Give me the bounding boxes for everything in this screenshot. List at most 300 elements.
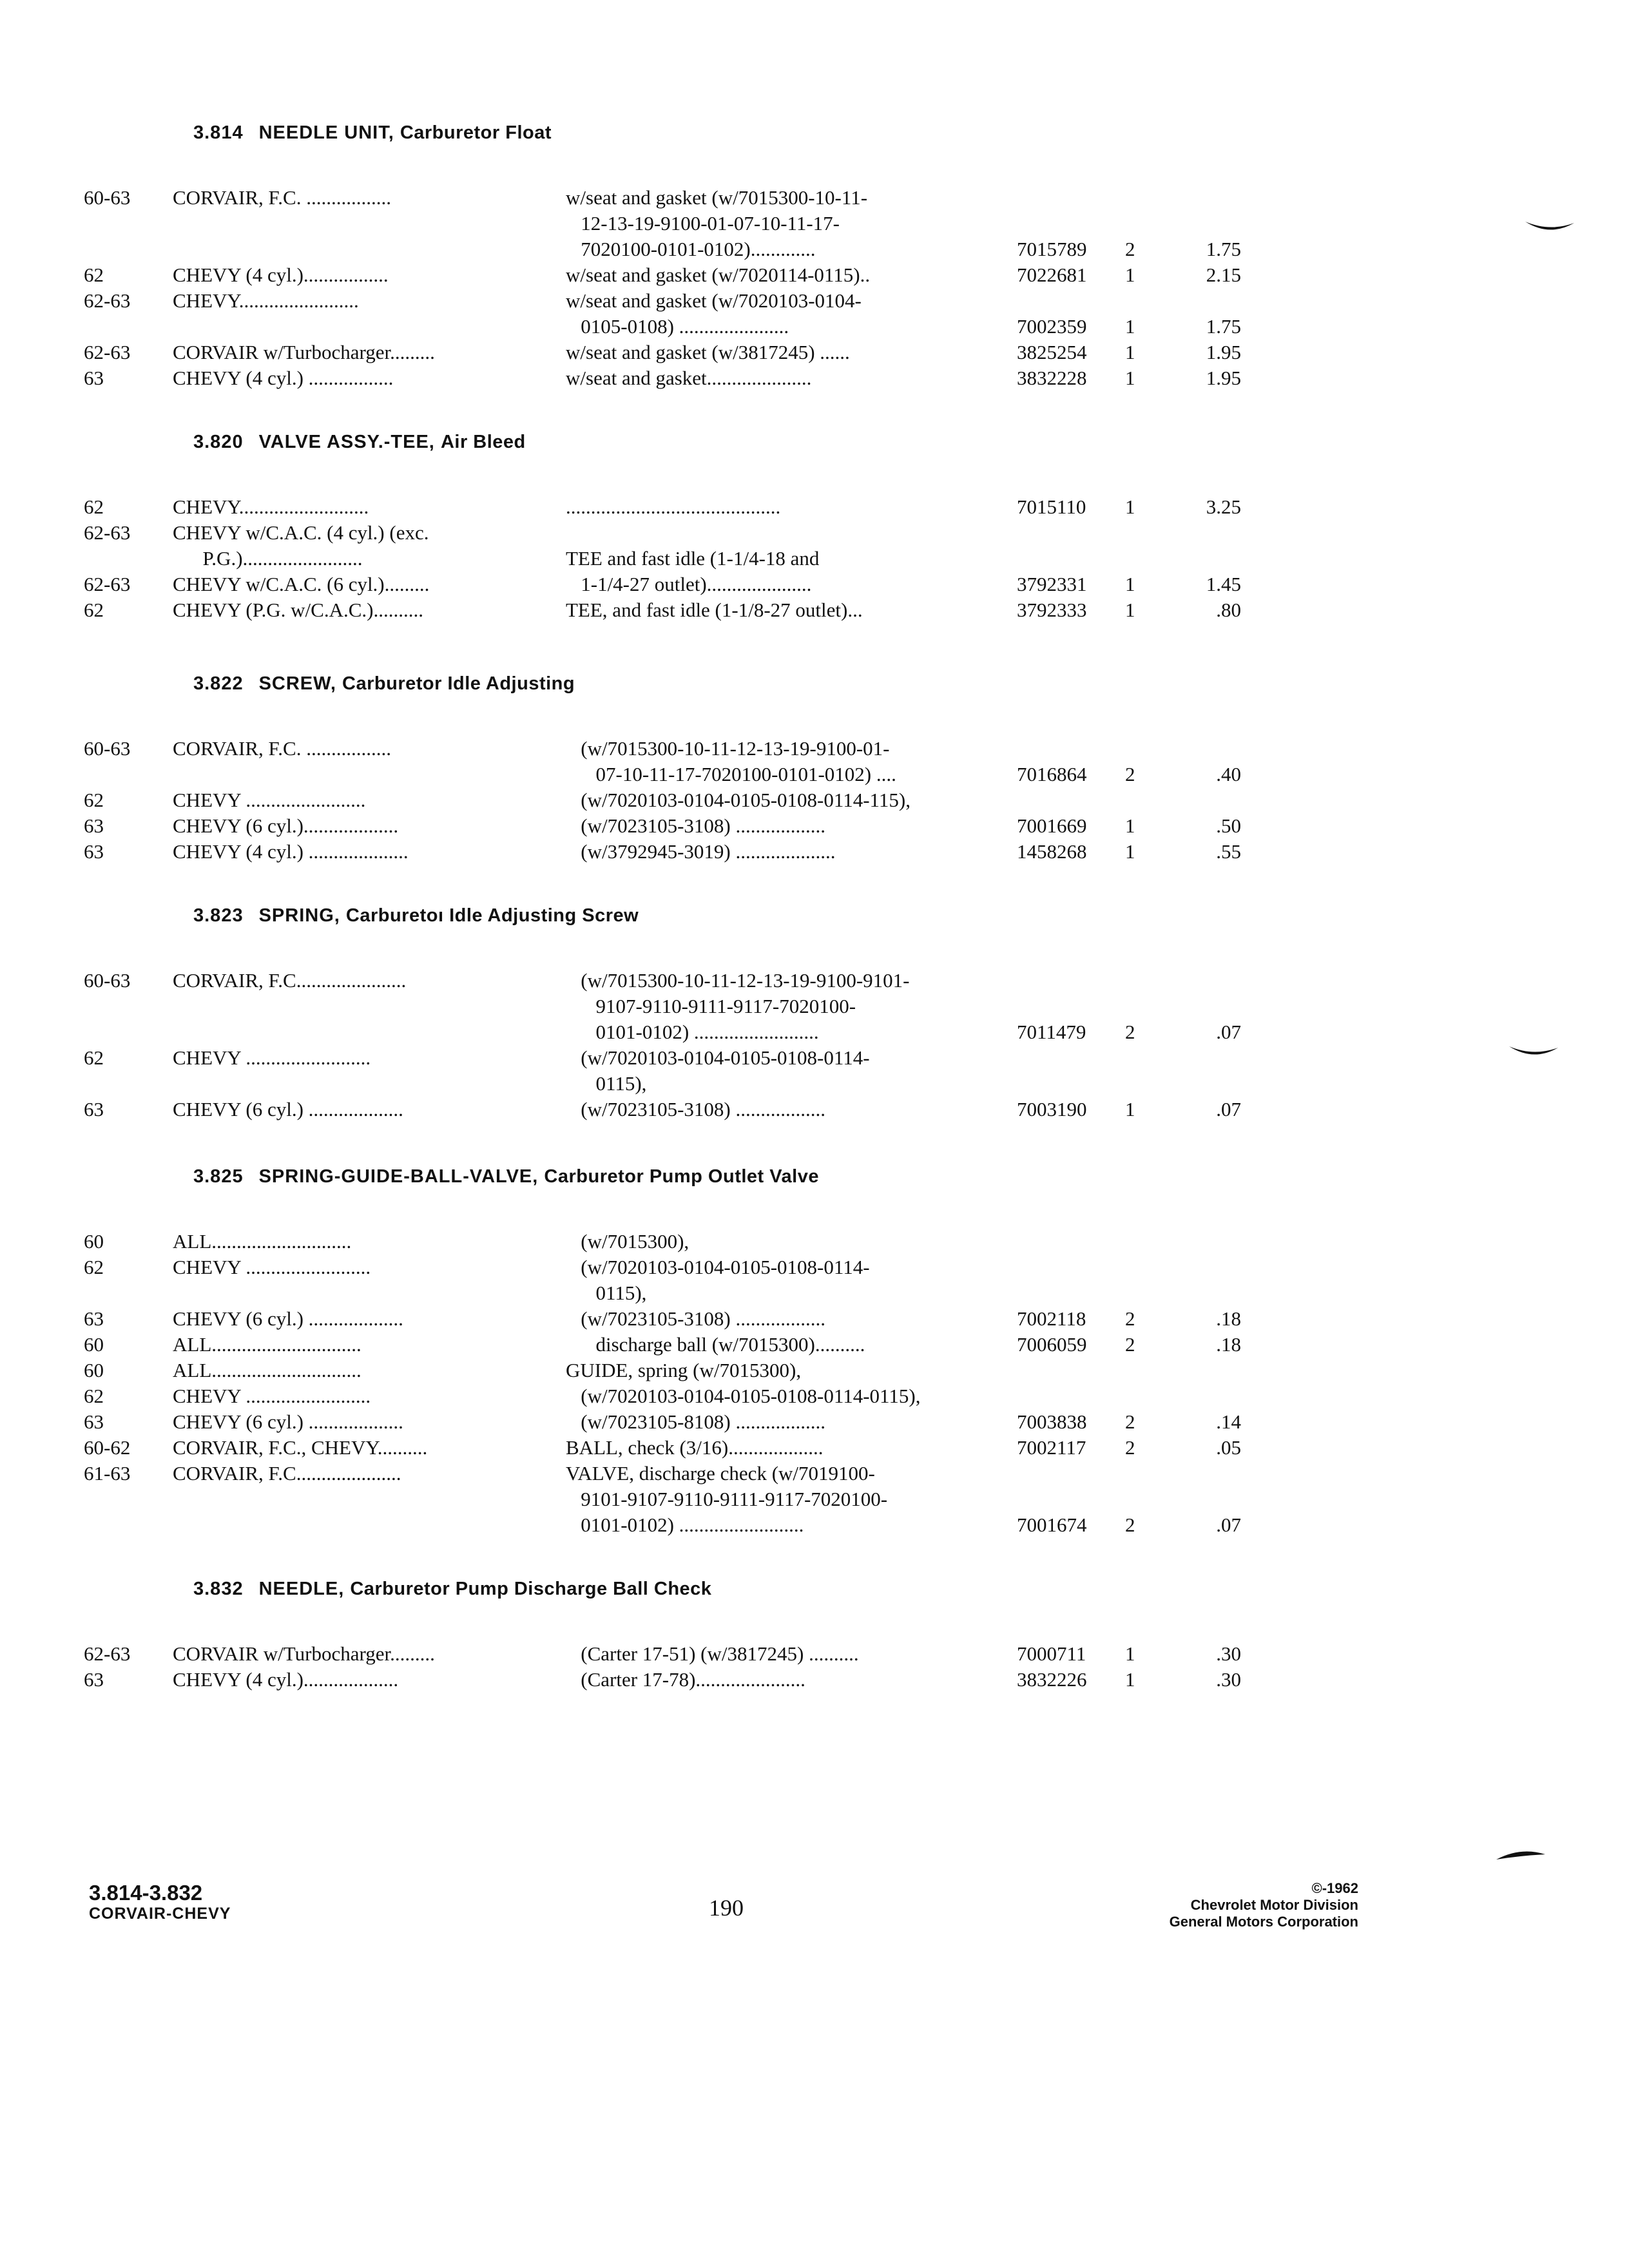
binder-mark-top [1524, 219, 1576, 238]
model-cell: CHEVY (6 cyl.)................... [173, 814, 399, 837]
description-cell: w/seat and gasket (w/7015300-10-11- [566, 186, 868, 209]
description-cell: TEE and fast idle (1-1/4-18 and [566, 547, 820, 570]
year-cell: 60-63 [84, 186, 131, 209]
description-cell: (Carter 17-78)...................... [566, 1668, 805, 1691]
description-cell: 7020100-0101-0102)............. [566, 238, 816, 260]
description-cell: TEE, and fast idle (1-1/8-27 outlet)... [566, 599, 863, 621]
part-number-cell: 7000711 [1017, 1642, 1086, 1665]
part-number-cell: 3832226 [1017, 1668, 1087, 1691]
catalog-section [84, 122, 1308, 391]
part-number-cell: 3825254 [1017, 341, 1087, 363]
table-row [84, 1071, 1308, 1097]
price-cell: .18 [1216, 1333, 1241, 1356]
description-cell: (w/3792945-3019) .................... [566, 840, 836, 863]
part-number-cell: 1458268 [1017, 840, 1087, 863]
part-number-cell: 7015789 [1017, 238, 1087, 260]
year-cell: 62-63 [84, 289, 131, 312]
price-cell [1170, 1486, 1241, 1512]
section-heading: NEEDLE UNIT, [258, 122, 394, 143]
year-cell: 60 [84, 1230, 104, 1253]
section-number: 3.814 [193, 122, 244, 143]
table-row [84, 262, 1308, 288]
description-cell: 0105-0108) ...................... [566, 315, 789, 338]
year-cell: 63 [84, 840, 104, 863]
description-cell: 1-1/4-27 outlet)..................... [566, 573, 812, 595]
table-row [84, 1641, 1308, 1667]
page-number: 190 [709, 1895, 744, 1921]
quantity-cell [1125, 1461, 1170, 1486]
year-cell: 62-63 [84, 573, 131, 595]
section-number: 3.832 [193, 1579, 244, 1599]
description-cell: (w/7020103-0104-0105-0108-0114- [566, 1256, 870, 1278]
part-number-cell [1017, 994, 1125, 1019]
corporation-name: General Motors Corporation [1169, 1914, 1358, 1930]
section-number: 3.825 [193, 1166, 244, 1187]
catalog-section [84, 905, 1308, 1122]
description-cell: 07-10-11-17-7020100-0101-0102) .... [566, 763, 896, 785]
section-subtitle: Carburetor Pump Discharge Ball Check [350, 1579, 712, 1599]
quantity-cell: 1 [1125, 495, 1135, 518]
price-cell: 1.75 [1206, 315, 1241, 338]
catalog-section [84, 1166, 1308, 1538]
parts-table [84, 185, 1308, 391]
quantity-cell: 1 [1125, 341, 1135, 363]
part-number-cell: 7002359 [1017, 315, 1087, 338]
model-cell: ALL.............................. [173, 1359, 361, 1381]
binder-mark-bottom [1495, 1849, 1547, 1869]
parts-table [84, 1641, 1308, 1693]
catalog-section [84, 673, 1308, 865]
quantity-cell [1125, 288, 1170, 314]
year-cell: 62 [84, 264, 104, 286]
year-cell [84, 314, 173, 340]
model-cell: CHEVY (P.G. w/C.A.C.).......... [173, 599, 423, 621]
table-row [84, 1667, 1308, 1693]
year-cell: 60-63 [84, 737, 131, 760]
model-cell: CHEVY (4 cyl.)................... [173, 1668, 399, 1691]
year-cell: 62 [84, 1256, 104, 1278]
price-cell [1170, 1045, 1241, 1071]
table-row [84, 1045, 1308, 1071]
description-cell: w/seat and gasket..................... [566, 367, 812, 389]
model-cell [173, 762, 566, 787]
parts-table [84, 494, 1308, 623]
description-cell: (w/7015300-10-11-12-13-19-9100-01- [566, 737, 890, 760]
table-row [84, 839, 1308, 865]
price-cell: .05 [1216, 1436, 1241, 1459]
table-row [84, 1383, 1308, 1409]
section-title [193, 905, 1308, 927]
year-cell: 60-63 [84, 969, 131, 992]
price-cell [1170, 520, 1241, 546]
part-number-cell [1017, 1071, 1125, 1097]
part-number-cell [1017, 1254, 1125, 1280]
quantity-cell: 1 [1125, 599, 1135, 621]
year-cell: 63 [84, 367, 104, 389]
part-number-cell: 7002118 [1017, 1307, 1086, 1330]
quantity-cell [1125, 1358, 1170, 1383]
quantity-cell: 1 [1125, 367, 1135, 389]
section-title [193, 1166, 1308, 1187]
section-number: 3.823 [193, 905, 244, 926]
price-cell: 1.95 [1206, 367, 1241, 389]
price-cell [1170, 968, 1241, 994]
quantity-cell [1125, 787, 1170, 813]
price-cell: .40 [1216, 763, 1241, 785]
price-cell: .07 [1216, 1098, 1241, 1120]
section-subtitle: Carburetor Idle Adjusting [342, 673, 575, 694]
description-cell: VALVE, discharge check (w/7019100- [566, 1462, 875, 1485]
table-row [84, 494, 1308, 520]
year-cell: 60-62 [84, 1436, 131, 1459]
part-number-cell [1017, 546, 1125, 572]
model-cell: CORVAIR w/Turbocharger......... [173, 1642, 435, 1665]
quantity-cell: 2 [1125, 238, 1135, 260]
quantity-cell: 1 [1125, 814, 1135, 837]
table-row [84, 1097, 1308, 1122]
price-cell [1170, 288, 1241, 314]
year-cell [84, 546, 173, 572]
description-cell: 9101-9107-9110-9111-9117-7020100- [566, 1488, 888, 1510]
model-cell: CORVAIR, F.C...................... [173, 969, 407, 992]
table-row [84, 1435, 1308, 1461]
price-cell [1170, 1280, 1241, 1306]
section-title [193, 1579, 1308, 1600]
part-number-cell [1017, 1229, 1125, 1254]
price-cell [1170, 1254, 1241, 1280]
section-heading: SPRING-GUIDE-BALL-VALVE, [258, 1166, 539, 1187]
description-cell: 0115), [566, 1282, 647, 1304]
price-cell [1170, 185, 1241, 211]
table-row [84, 813, 1308, 839]
model-cell: CHEVY........................ [173, 289, 359, 312]
price-cell [1170, 546, 1241, 572]
quantity-cell [1125, 211, 1170, 236]
year-cell: 62 [84, 495, 104, 518]
description-cell: (w/7020103-0104-0105-0108-0114-115), [566, 789, 911, 811]
description-cell: w/seat and gasket (w/3817245) ...... [566, 341, 850, 363]
price-cell [1170, 1461, 1241, 1486]
section-number: 3.822 [193, 673, 244, 694]
price-cell [1170, 1358, 1241, 1383]
part-number-cell [1017, 211, 1125, 236]
description-cell: GUIDE, spring (w/7015300), [566, 1359, 802, 1381]
description-cell: w/seat and gasket (w/7020103-0104- [566, 289, 862, 312]
quantity-cell: 2 [1125, 1410, 1135, 1433]
quantity-cell: 2 [1125, 1307, 1135, 1330]
description-cell: (w/7023105-3108) .................. [566, 1307, 825, 1330]
description-cell: (w/7015300), [566, 1230, 689, 1253]
quantity-cell [1125, 1280, 1170, 1306]
model-cell [173, 1071, 566, 1097]
part-number-cell [1017, 1045, 1125, 1071]
catalog-section [84, 432, 1308, 623]
table-row [84, 365, 1308, 391]
year-cell: 63 [84, 814, 104, 837]
year-cell [84, 1019, 173, 1045]
model-cell: CHEVY ......................... [173, 1256, 371, 1278]
table-row [84, 520, 1308, 546]
footer-left [89, 1881, 231, 1923]
parts-table [84, 968, 1308, 1122]
model-cell: CHEVY (4 cyl.) ................. [173, 367, 394, 389]
description-cell: (w/7015300-10-11-12-13-19-9100-9101- [566, 969, 910, 992]
part-number-cell: 7016864 [1017, 763, 1087, 785]
part-number-cell [1017, 185, 1125, 211]
model-cell: CHEVY ........................ [173, 789, 366, 811]
copyright: ©-1962 [1311, 1880, 1358, 1896]
year-cell: 60 [84, 1333, 104, 1356]
price-cell: .07 [1216, 1021, 1241, 1043]
table-row [84, 1486, 1308, 1512]
section-subtitle: Carburetor Pump Outlet Valve [544, 1166, 819, 1187]
parts-table [84, 1229, 1308, 1538]
description-cell: (Carter 17-51) (w/3817245) .......... [566, 1642, 859, 1665]
quantity-cell [1125, 1254, 1170, 1280]
table-row [84, 736, 1308, 762]
year-cell [84, 1071, 173, 1097]
description-cell: w/seat and gasket (w/7020114-0115).. [566, 264, 871, 286]
year-cell: 62-63 [84, 341, 131, 363]
model-cell: CORVAIR, F.C..................... [173, 1462, 401, 1485]
model-cell: CORVAIR, F.C., CHEVY.......... [173, 1436, 428, 1459]
year-cell: 61-63 [84, 1462, 131, 1485]
model-cell: CHEVY.......................... [173, 495, 369, 518]
model-cell: ALL.............................. [173, 1333, 361, 1356]
part-number-cell: 7015110 [1017, 495, 1086, 518]
part-number-cell [1017, 1461, 1125, 1486]
part-number-cell: 7002117 [1017, 1436, 1086, 1459]
price-cell: 1.45 [1206, 573, 1241, 595]
part-number-cell: 3792333 [1017, 599, 1087, 621]
description-cell: 9107-9110-9111-9117-7020100- [566, 995, 856, 1017]
part-number-cell [1017, 1486, 1125, 1512]
parts-table [84, 736, 1308, 865]
section-heading: SPRING, [258, 905, 340, 926]
section-subtitle: Carburetoı Idle Adjusting Screw [345, 905, 639, 926]
price-cell: .50 [1216, 814, 1241, 837]
table-row [84, 185, 1308, 211]
table-row [84, 1332, 1308, 1358]
price-cell [1170, 994, 1241, 1019]
table-row [84, 1280, 1308, 1306]
table-row [84, 1254, 1308, 1280]
table-row [84, 288, 1308, 314]
quantity-cell: 2 [1125, 1436, 1135, 1459]
price-cell: .30 [1216, 1668, 1241, 1691]
price-cell: .80 [1216, 599, 1241, 621]
price-cell: .18 [1216, 1307, 1241, 1330]
year-cell [84, 1280, 173, 1306]
part-number-cell: 7011479 [1017, 1021, 1086, 1043]
table-row [84, 762, 1308, 787]
part-number-cell [1017, 736, 1125, 762]
model-cell [173, 994, 566, 1019]
year-cell [84, 1512, 173, 1538]
model-cell: CHEVY ......................... [173, 1046, 371, 1069]
price-cell: 2.15 [1206, 264, 1241, 286]
description-cell: (w/7020103-0104-0105-0108-0114- [566, 1046, 870, 1069]
year-cell [84, 762, 173, 787]
model-cell [173, 1512, 566, 1538]
quantity-cell [1125, 1071, 1170, 1097]
quantity-cell: 1 [1125, 1642, 1135, 1665]
part-number-cell [1017, 968, 1125, 994]
quantity-cell: 1 [1125, 840, 1135, 863]
description-cell: (w/7023105-3108) .................. [566, 814, 825, 837]
table-row [84, 1358, 1308, 1383]
price-cell [1170, 211, 1241, 236]
price-cell [1170, 1383, 1241, 1409]
year-cell: 62-63 [84, 521, 131, 544]
description-cell [566, 520, 1017, 546]
quantity-cell [1125, 994, 1170, 1019]
price-cell: .07 [1216, 1514, 1241, 1536]
model-cell [173, 1019, 566, 1045]
quantity-cell [1125, 1486, 1170, 1512]
part-number-cell: 7003190 [1017, 1098, 1087, 1120]
year-cell: 60 [84, 1359, 104, 1381]
model-cell: CHEVY (4 cyl.) .................... [173, 840, 409, 863]
table-row [84, 236, 1308, 262]
part-number-cell [1017, 1280, 1125, 1306]
part-number-cell: 7022681 [1017, 264, 1087, 286]
table-row [84, 1306, 1308, 1332]
table-row [84, 1512, 1308, 1538]
table-row [84, 1461, 1308, 1486]
model-cell [173, 1280, 566, 1306]
section-title [193, 673, 1308, 695]
price-cell: .55 [1216, 840, 1241, 863]
footer-model-line: CORVAIR-CHEVY [89, 1905, 231, 1923]
footer-copyright-block [1170, 1880, 1358, 1930]
description-cell: (w/7023105-3108) .................. [566, 1098, 825, 1120]
model-cell: CHEVY w/C.A.C. (6 cyl.)......... [173, 573, 430, 595]
section-heading: VALVE ASSY.-TEE, [258, 432, 435, 452]
table-row [84, 787, 1308, 813]
table-row [84, 314, 1308, 340]
quantity-cell: 1 [1125, 315, 1135, 338]
model-cell [173, 211, 566, 236]
table-row [84, 597, 1308, 623]
model-cell [173, 236, 566, 262]
section-title [193, 432, 1308, 453]
year-cell [84, 1486, 173, 1512]
price-cell: 3.25 [1206, 495, 1241, 518]
part-number-cell [1017, 1358, 1125, 1383]
quantity-cell [1125, 520, 1170, 546]
description-cell: 0115), [566, 1072, 647, 1095]
quantity-cell [1125, 1229, 1170, 1254]
section-heading: NEEDLE, [258, 1579, 345, 1599]
part-number-cell: 7001669 [1017, 814, 1087, 837]
part-number-cell [1017, 1383, 1125, 1409]
year-cell: 62-63 [84, 1642, 131, 1665]
price-cell [1170, 1229, 1241, 1254]
price-cell [1170, 736, 1241, 762]
quantity-cell [1125, 1045, 1170, 1071]
binder-mark-middle [1508, 1044, 1559, 1063]
year-cell: 62 [84, 789, 104, 811]
quantity-cell: 1 [1125, 1668, 1135, 1691]
model-cell: CORVAIR w/Turbocharger......... [173, 341, 435, 363]
year-cell [84, 236, 173, 262]
model-cell: CORVAIR, F.C. ................. [173, 737, 391, 760]
year-cell: 63 [84, 1410, 104, 1433]
section-title [193, 122, 1308, 144]
model-cell: CHEVY (6 cyl.) ................... [173, 1410, 403, 1433]
description-cell: (w/7020103-0104-0105-0108-0114-0115), [566, 1385, 921, 1407]
model-cell: CHEVY (4 cyl.)................. [173, 264, 389, 286]
footer-range: 3.814-3.832 [89, 1881, 203, 1905]
year-cell: 63 [84, 1668, 104, 1691]
year-cell [84, 994, 173, 1019]
table-row [84, 994, 1308, 1019]
description-cell: 0101-0102) ......................... [566, 1021, 819, 1043]
part-number-cell: 7003838 [1017, 1410, 1087, 1433]
description-cell: 0101-0102) ......................... [566, 1514, 804, 1536]
model-cell: P.G.)........................ [173, 547, 363, 570]
quantity-cell: 2 [1125, 1514, 1135, 1536]
model-cell: CHEVY w/C.A.C. (4 cyl.) (exc. [173, 521, 429, 544]
section-subtitle: Air Bleed [440, 432, 526, 452]
model-cell: CHEVY (6 cyl.) ................... [173, 1098, 403, 1120]
division-name: Chevrolet Motor Division [1190, 1897, 1358, 1913]
table-row [84, 1229, 1308, 1254]
year-cell: 62 [84, 1046, 104, 1069]
description-cell: ........................................... [566, 495, 781, 518]
quantity-cell [1125, 968, 1170, 994]
description-cell: (w/7023105-8108) .................. [566, 1410, 825, 1433]
table-row [84, 340, 1308, 365]
year-cell: 63 [84, 1307, 104, 1330]
model-cell: CORVAIR, F.C. ................. [173, 186, 391, 209]
quantity-cell [1125, 736, 1170, 762]
part-number-cell [1017, 520, 1125, 546]
table-row [84, 1019, 1308, 1045]
part-number-cell [1017, 787, 1125, 813]
table-row [84, 968, 1308, 994]
description-cell: discharge ball (w/7015300).......... [566, 1333, 865, 1356]
catalog-section [84, 1579, 1308, 1693]
quantity-cell: 2 [1125, 1021, 1135, 1043]
price-cell [1170, 787, 1241, 813]
quantity-cell: 2 [1125, 1333, 1135, 1356]
model-cell: CHEVY ......................... [173, 1385, 371, 1407]
section-number: 3.820 [193, 432, 244, 452]
model-cell: ALL............................ [173, 1230, 352, 1253]
description-cell: 12-13-19-9100-01-07-10-11-17- [566, 212, 840, 235]
quantity-cell [1125, 185, 1170, 211]
model-cell [173, 314, 566, 340]
model-cell [173, 1486, 566, 1512]
description-cell: BALL, check (3/16)................... [566, 1436, 824, 1459]
year-cell: 62 [84, 599, 104, 621]
quantity-cell: 2 [1125, 763, 1135, 785]
section-heading: SCREW, [258, 673, 336, 694]
price-cell: 1.95 [1206, 341, 1241, 363]
table-row [84, 572, 1308, 597]
quantity-cell [1125, 1383, 1170, 1409]
quantity-cell [1125, 546, 1170, 572]
year-cell: 63 [84, 1098, 104, 1120]
table-row [84, 211, 1308, 236]
part-number-cell: 7001674 [1017, 1514, 1087, 1536]
quantity-cell: 1 [1125, 573, 1135, 595]
quantity-cell: 1 [1125, 1098, 1135, 1120]
price-cell [1170, 1071, 1241, 1097]
price-cell: 1.75 [1206, 238, 1241, 260]
